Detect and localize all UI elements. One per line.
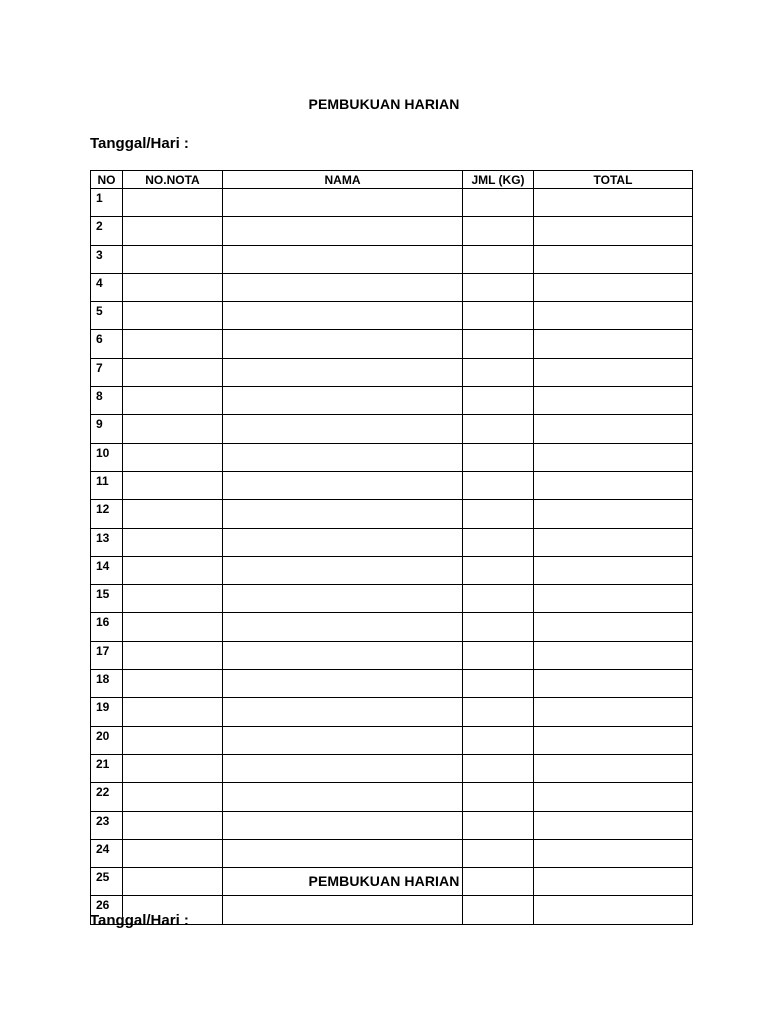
row-total-cell[interactable] xyxy=(534,500,693,528)
row-nama-cell[interactable] xyxy=(223,585,463,613)
table-row xyxy=(91,613,693,641)
row-no-cell: 5 xyxy=(91,302,123,330)
row-jml-cell[interactable] xyxy=(463,273,534,301)
row-no-cell: 23 xyxy=(91,811,123,839)
row-total-cell[interactable] xyxy=(534,528,693,556)
row-jml-cell[interactable] xyxy=(463,556,534,584)
row-no-cell: 20 xyxy=(91,726,123,754)
row-nama-cell[interactable] xyxy=(223,443,463,471)
row-nama-cell[interactable] xyxy=(223,217,463,245)
row-jml-cell[interactable] xyxy=(463,585,534,613)
page-title-second: PEMBUKUAN HARIAN xyxy=(308,873,460,889)
row-nota-cell[interactable] xyxy=(123,443,223,471)
row-total-cell[interactable] xyxy=(534,387,693,415)
table-row xyxy=(91,302,693,330)
row-jml-cell[interactable] xyxy=(463,726,534,754)
row-total-cell[interactable] xyxy=(534,358,693,386)
row-nama-cell[interactable] xyxy=(223,641,463,669)
row-nota-cell[interactable] xyxy=(123,726,223,754)
row-total-cell[interactable] xyxy=(534,896,693,924)
row-total-cell[interactable] xyxy=(534,330,693,358)
table-row xyxy=(91,358,693,386)
row-jml-cell[interactable] xyxy=(463,670,534,698)
row-total-cell[interactable] xyxy=(534,443,693,471)
row-no-cell: 17 xyxy=(91,641,123,669)
row-no-cell: 7 xyxy=(91,358,123,386)
row-no-cell: 13 xyxy=(91,528,123,556)
row-total-cell[interactable] xyxy=(534,471,693,499)
row-nama-cell[interactable] xyxy=(223,528,463,556)
row-jml-cell[interactable] xyxy=(463,613,534,641)
table-row xyxy=(91,698,693,726)
row-no-cell: 26 xyxy=(91,896,123,924)
row-total-cell[interactable] xyxy=(534,726,693,754)
row-jml-cell[interactable] xyxy=(463,783,534,811)
row-jml-cell[interactable] xyxy=(463,217,534,245)
table-row xyxy=(91,783,693,811)
row-jml-cell[interactable] xyxy=(463,641,534,669)
row-total-cell[interactable] xyxy=(534,302,693,330)
row-nama-cell[interactable] xyxy=(223,783,463,811)
row-no-cell: 18 xyxy=(91,670,123,698)
row-no-cell: 21 xyxy=(91,754,123,782)
row-no-cell: 10 xyxy=(91,443,123,471)
row-nota-cell[interactable] xyxy=(123,471,223,499)
row-nama-cell[interactable] xyxy=(223,500,463,528)
row-no-cell: 16 xyxy=(91,613,123,641)
row-jml-cell[interactable] xyxy=(463,811,534,839)
row-nota-cell[interactable] xyxy=(123,556,223,584)
row-nama-cell[interactable] xyxy=(223,698,463,726)
row-total-cell[interactable] xyxy=(534,754,693,782)
row-no-cell: 1 xyxy=(91,189,123,217)
table-row xyxy=(91,556,693,584)
row-no-cell: 22 xyxy=(91,783,123,811)
row-total-cell[interactable] xyxy=(534,245,693,273)
row-nama-cell[interactable] xyxy=(223,189,463,217)
row-jml-cell[interactable] xyxy=(463,500,534,528)
ledger-body xyxy=(91,189,693,925)
row-total-cell[interactable] xyxy=(534,585,693,613)
table-row xyxy=(91,387,693,415)
row-nama-cell[interactable] xyxy=(223,273,463,301)
row-nota-cell[interactable] xyxy=(123,811,223,839)
row-nama-cell[interactable] xyxy=(223,415,463,443)
row-nama-cell[interactable] xyxy=(223,811,463,839)
row-jml-cell[interactable] xyxy=(463,330,534,358)
table-row xyxy=(91,189,693,217)
row-no-cell: 4 xyxy=(91,273,123,301)
row-nota-cell[interactable] xyxy=(123,387,223,415)
row-total-cell[interactable] xyxy=(534,613,693,641)
row-nama-cell[interactable] xyxy=(223,387,463,415)
table-row xyxy=(91,839,693,867)
table-row xyxy=(91,245,693,273)
row-nota-cell[interactable] xyxy=(123,528,223,556)
row-jml-cell[interactable] xyxy=(463,839,534,867)
row-no-cell: 14 xyxy=(91,556,123,584)
row-nama-cell[interactable] xyxy=(223,556,463,584)
page-title: PEMBUKUAN HARIAN xyxy=(308,96,460,112)
row-nota-cell[interactable] xyxy=(123,613,223,641)
row-jml-cell[interactable] xyxy=(463,245,534,273)
row-no-cell: 2 xyxy=(91,217,123,245)
row-total-cell[interactable] xyxy=(534,811,693,839)
row-total-cell[interactable] xyxy=(534,415,693,443)
row-total-cell[interactable] xyxy=(534,698,693,726)
row-no-cell: 9 xyxy=(91,415,123,443)
header-nama: NAMA xyxy=(223,171,463,189)
row-nota-cell[interactable] xyxy=(123,245,223,273)
table-row xyxy=(91,471,693,499)
ledger-table xyxy=(90,170,693,925)
row-jml-cell[interactable] xyxy=(463,415,534,443)
row-nota-cell[interactable] xyxy=(123,585,223,613)
row-nama-cell[interactable] xyxy=(223,471,463,499)
row-no-cell: 25 xyxy=(91,868,123,896)
table-row xyxy=(91,528,693,556)
row-nota-cell[interactable] xyxy=(123,500,223,528)
row-nota-cell[interactable] xyxy=(123,330,223,358)
header-no: NO xyxy=(91,171,123,189)
row-total-cell[interactable] xyxy=(534,783,693,811)
table-header-row xyxy=(91,171,693,189)
row-jml-cell[interactable] xyxy=(463,754,534,782)
row-jml-cell[interactable] xyxy=(463,471,534,499)
header-jml-kg: JML (KG) xyxy=(463,171,534,189)
table-row xyxy=(91,585,693,613)
row-nama-cell[interactable] xyxy=(223,613,463,641)
row-no-cell: 11 xyxy=(91,471,123,499)
row-nota-cell[interactable] xyxy=(123,189,223,217)
row-jml-cell[interactable] xyxy=(463,698,534,726)
row-total-cell[interactable] xyxy=(534,189,693,217)
row-nama-cell[interactable] xyxy=(223,330,463,358)
table-row xyxy=(91,641,693,669)
row-nota-cell[interactable] xyxy=(123,415,223,443)
row-no-cell: 19 xyxy=(91,698,123,726)
table-row xyxy=(91,500,693,528)
table-row xyxy=(91,726,693,754)
table-row xyxy=(91,811,693,839)
table-row xyxy=(91,754,693,782)
row-nota-cell[interactable] xyxy=(123,302,223,330)
row-nota-cell[interactable] xyxy=(123,754,223,782)
table-row xyxy=(91,415,693,443)
row-total-cell[interactable] xyxy=(534,556,693,584)
header-total: TOTAL xyxy=(534,171,693,189)
row-total-cell[interactable] xyxy=(534,273,693,301)
row-no-cell: 6 xyxy=(91,330,123,358)
row-total-cell[interactable] xyxy=(534,217,693,245)
row-jml-cell[interactable] xyxy=(463,387,534,415)
row-total-cell[interactable] xyxy=(534,839,693,867)
row-nota-cell[interactable] xyxy=(123,839,223,867)
row-no-cell: 24 xyxy=(91,839,123,867)
row-no-cell: 12 xyxy=(91,500,123,528)
row-nama-cell[interactable] xyxy=(223,302,463,330)
date-day-label: Tanggal/Hari : xyxy=(90,135,189,152)
row-nama-cell[interactable] xyxy=(223,358,463,386)
row-nama-cell[interactable] xyxy=(223,726,463,754)
row-no-cell: 3 xyxy=(91,245,123,273)
row-nota-cell[interactable] xyxy=(123,217,223,245)
row-nota-cell[interactable] xyxy=(123,698,223,726)
row-jml-cell[interactable] xyxy=(463,302,534,330)
row-nama-cell[interactable] xyxy=(223,839,463,867)
row-nota-cell[interactable] xyxy=(123,783,223,811)
table-row xyxy=(91,443,693,471)
row-nama-cell[interactable] xyxy=(223,670,463,698)
row-no-cell: 8 xyxy=(91,387,123,415)
date-day-label-second: Tanggal/Hari : xyxy=(90,912,189,929)
row-nota-cell[interactable] xyxy=(123,358,223,386)
row-jml-cell[interactable] xyxy=(463,528,534,556)
row-jml-cell[interactable] xyxy=(463,358,534,386)
table-row xyxy=(91,670,693,698)
row-nama-cell[interactable] xyxy=(223,245,463,273)
row-jml-cell[interactable] xyxy=(463,443,534,471)
row-total-cell[interactable] xyxy=(534,670,693,698)
row-nama-cell[interactable] xyxy=(223,754,463,782)
row-nota-cell[interactable] xyxy=(123,670,223,698)
table-row xyxy=(91,217,693,245)
header-no-nota: NO.NOTA xyxy=(123,171,223,189)
row-total-cell[interactable] xyxy=(534,641,693,669)
table-row xyxy=(91,330,693,358)
row-nota-cell[interactable] xyxy=(123,273,223,301)
row-nama-cell[interactable] xyxy=(223,896,463,924)
table-row xyxy=(91,273,693,301)
row-no-cell: 15 xyxy=(91,585,123,613)
row-nota-cell[interactable] xyxy=(123,641,223,669)
row-jml-cell[interactable] xyxy=(463,896,534,924)
row-jml-cell[interactable] xyxy=(463,189,534,217)
